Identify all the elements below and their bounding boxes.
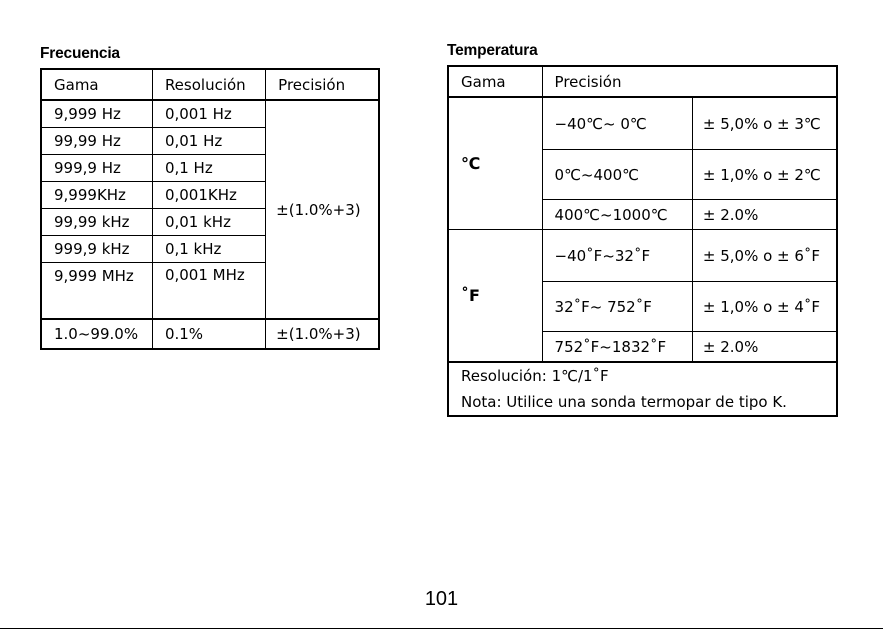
table-footer-row: [448, 389, 837, 416]
cell-range: 400℃~1000℃: [542, 200, 692, 230]
table-row: [448, 230, 837, 282]
frequency-title: Frecuencia: [40, 45, 120, 62]
cell-range: 32˚F~ 752˚F: [542, 282, 692, 332]
cell-resolution: 0,001KHz: [152, 182, 265, 209]
temperature-spec-table: [447, 65, 838, 417]
cell-range: 9,999KHz: [41, 182, 152, 209]
cell-range: 999,9 Hz: [41, 155, 152, 182]
cell-accuracy: ± 2.0%: [692, 332, 837, 363]
header-accuracy: Precisión: [266, 69, 379, 100]
header-accuracy: Precisión: [542, 66, 837, 97]
cell-range: 0℃~400℃: [542, 150, 692, 200]
cell-range: 9,999 MHz: [41, 263, 152, 320]
page-bottom-divider: [0, 628, 883, 629]
cell-resolution: 0.1%: [152, 319, 265, 349]
cell-range: −40˚F~32˚F: [542, 230, 692, 282]
cell-range: −40℃~ 0℃: [542, 97, 692, 150]
cell-accuracy: ±(1.0%+3): [266, 319, 379, 349]
cell-resolution: 0,1 kHz: [152, 236, 265, 263]
table-header-row: [448, 66, 837, 97]
cell-range: 9,999 Hz: [41, 100, 152, 128]
table-header-row: [41, 69, 379, 100]
cell-accuracy: ± 2.0%: [692, 200, 837, 230]
cell-accuracy: ± 5,0% o ± 6˚F: [692, 230, 837, 282]
cell-accuracy: ± 1,0% o ± 2℃: [692, 150, 837, 200]
page-number: 101: [424, 588, 459, 610]
header-range: Gama: [41, 69, 152, 100]
table-row-duty: [41, 319, 379, 349]
table-row: [448, 97, 837, 150]
cell-resolution: 0,001 Hz: [152, 100, 265, 128]
cell-range: 99,99 kHz: [41, 209, 152, 236]
fahrenheit-unit-label: ˚F: [448, 230, 542, 363]
resolution-note: Resolución: 1℃/1˚F: [448, 362, 837, 389]
probe-note: Nota: Utilice una sonda termopar de tipo K.: [448, 389, 837, 416]
cell-resolution: 0,001 MHz: [152, 263, 265, 320]
cell-range: 1.0~99.0%: [41, 319, 152, 349]
cell-accuracy: ± 5,0% o ± 3℃: [692, 97, 837, 150]
temperature-title: Temperatura: [447, 42, 538, 59]
cell-range: 752˚F~1832˚F: [542, 332, 692, 363]
cell-resolution: 0,1 Hz: [152, 155, 265, 182]
cell-range: 999,9 kHz: [41, 236, 152, 263]
cell-range: 99,99 Hz: [41, 128, 152, 155]
frequency-spec-table: [40, 68, 380, 350]
cell-accuracy: ± 1,0% o ± 4˚F: [692, 282, 837, 332]
header-range: Gama: [448, 66, 542, 97]
header-resolution: Resolución: [152, 69, 265, 100]
cell-resolution: 0,01 Hz: [152, 128, 265, 155]
celsius-unit-label: ℃: [448, 97, 542, 230]
cell-shared-accuracy: ±(1.0%+3): [266, 100, 379, 319]
table-footer-row: [448, 362, 837, 389]
cell-resolution: 0,01 kHz: [152, 209, 265, 236]
table-row: [41, 100, 379, 128]
